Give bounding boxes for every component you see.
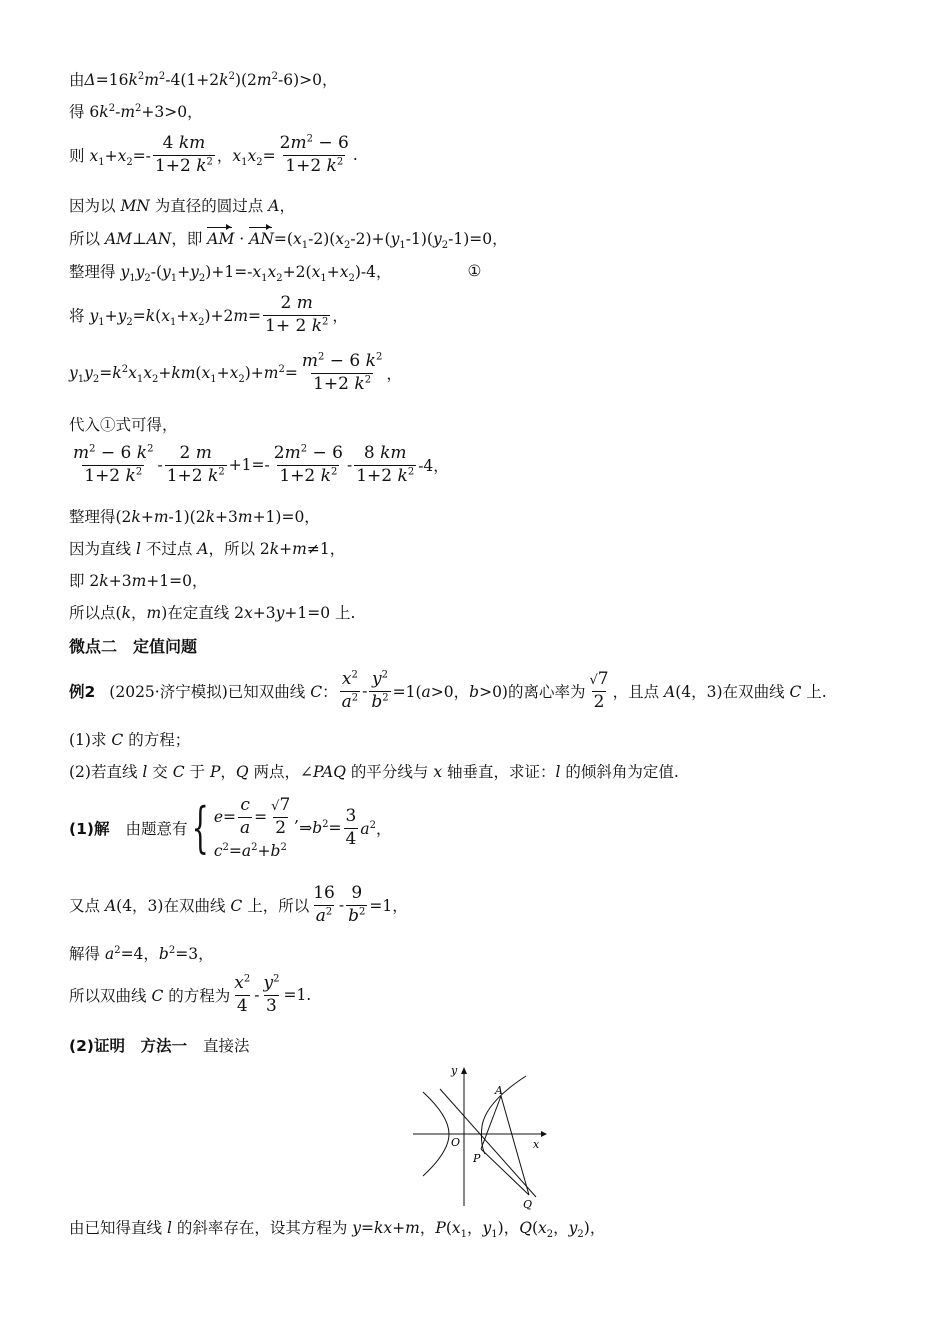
solution-part-1: (1)解 由题意有 { e = $\frac{c}{a}$ = $\frac{√7}{2}$ , $c^2=a^2+b^2$ $\Rightarrow b^2=$ $\frac{3}{4}$ $a^2$， [69, 795, 392, 861]
hyperbola-figure [411, 1064, 547, 1210]
line-not-through-a: 因为直线 l 不过点 A，所以 2k+m≠1， [69, 540, 346, 558]
question-2: (2)若直线 l 交 C 于 P，Q 两点，∠PAQ 的平分线与 x 轴垂直，求证：l 的倾斜角为定值. [69, 763, 679, 781]
vector-am: AM [207, 230, 235, 248]
vector-an: AN [249, 230, 274, 248]
line-perpendicular: 所以 AM⊥AN，即 AM · $AN=(x_1-2)(x_2-2)+(y_1-1)(y_2-1)=0$， [69, 230, 508, 252]
circled-one-marker: ① [467, 262, 482, 280]
line-substitute: 代入①式可得， [69, 416, 178, 434]
line-factor: 整理得(2k+m-1)(2k+3m+1)=0， [69, 508, 320, 526]
question-1: (1)求 C 的方程； [69, 731, 191, 749]
example-stem: 例2 (2025·济宁模拟)已知双曲线 C： $\frac{x^2}{a^2}$ - $\frac{y^2}{b^2}$ =1(a>0，b>0)的离心率为 $\frac{√7}{2}$ ，且点 A(4，3)在双曲线 C 上. [69, 669, 827, 712]
segment-pq [481, 1149, 529, 1195]
solution-2-label: (2)证明 方法一 [69, 1037, 187, 1055]
hyperbola-right-branch [481, 1076, 526, 1154]
label-origin: O [451, 1136, 461, 1149]
line-inequality: 得 $6k^2-m^2+3>0$， [69, 102, 203, 121]
solution-1-label: (1)解 [69, 820, 110, 839]
line-circle: 因为以 MN 为直径的圆过点 A， [69, 197, 295, 215]
label-y: y [451, 1064, 458, 1077]
section-heading: 微点二 定值问题 [69, 637, 198, 656]
line-vieta: 则 $x_1+x_2=-$ $\frac{4 km}{1+2 k^2}$ ，$x_1x_2=$ $\frac{2m^2 - 6}{1+2 k^2}$ . [69, 133, 358, 176]
solution-part-2-heading [69, 1034, 249, 1056]
label-x: x [533, 1138, 540, 1151]
segment-aq [501, 1096, 529, 1195]
line-substituted-equation: $\frac{m^2 - 6 k^2}{1+2 k^2}$ - $\frac{2 m}{1+2 k^2}$ +1=- $\frac{2m^2 - 6}{1+2 k^2}$ - $\frac{8 km}{1+2 k^2}$ -4， [73, 443, 449, 486]
solution-line-setup: 由已知得直线 l 的斜率存在，设其方程为 y=kx+m，$P(x_1$，$y_1$)，$Q(x_2$，$y_2$)， [69, 1219, 606, 1241]
segment-ap [481, 1096, 501, 1149]
label-p: P [473, 1152, 481, 1165]
y-axis-arrow [461, 1067, 467, 1074]
line-sum-y: 将 $y_1+y_2=k(x_1+x_2)+2m=$ $\frac{2 m}{1+ 2 k^2}$ ， [69, 293, 348, 336]
line-discriminant: 由$\Delta=16k^2m^2-4(1+2k^2)(2m^2-6)>0$， [69, 70, 338, 89]
label-q: Q [523, 1198, 533, 1210]
solution-2-method: 直接法 [202, 1037, 250, 1055]
x-axis-arrow [541, 1131, 547, 1137]
line-conclusion: 所以点(k，m)在定直线 2x+3y+1=0 上. [69, 604, 356, 622]
solution-values: 解得 $a^2=4$，$b^2=3$， [69, 944, 214, 963]
hyperbola-diagram [411, 1064, 547, 1210]
example-label: 例2 [69, 683, 96, 702]
solution-equation: 所以双曲线 C 的方程为 $\frac{x^2}{4}$ - $\frac{y^2}{3}$ =1. [69, 973, 312, 1016]
label-a: A [495, 1084, 503, 1097]
solution-point-a: 又点 A(4，3)在双曲线 C 上，所以 $\frac{16}{a^2}$ - $\frac{9}{b^2}$ =1， [69, 883, 408, 926]
line-equation-1: 整理得 $y_1y_2-(y_1+y_2)+1=-x_1x_2+2(x_1+x_2)-4$， ① [69, 262, 482, 285]
line-product-y: $y_1y_2=k^2x_1x_2+km(x_1+x_2)+m^2=$ $\frac{m^2 - 6 k^2}{1+2 k^2}$ ， [69, 351, 402, 394]
line-result: 即 2k+3m+1=0， [69, 572, 208, 590]
